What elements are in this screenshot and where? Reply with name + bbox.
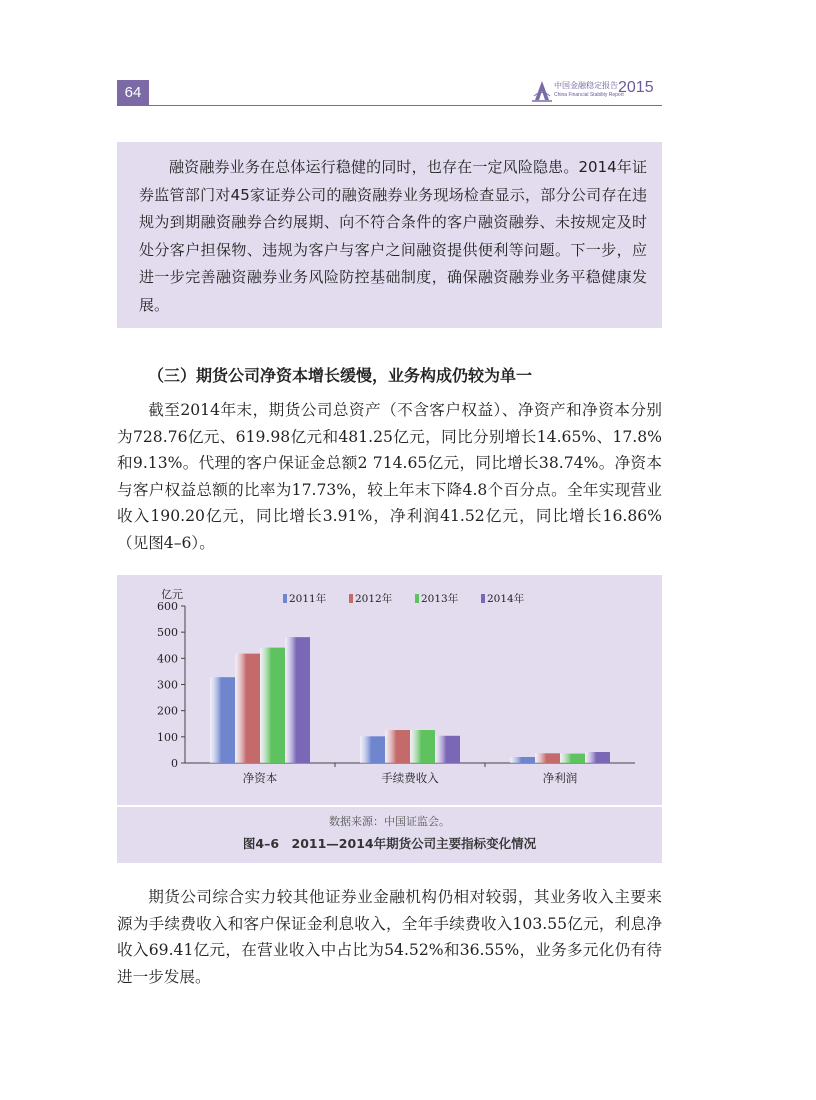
y-tick-label: 200 — [157, 704, 178, 718]
info-box — [117, 142, 662, 328]
bar-chart — [117, 575, 662, 805]
report-title: 中国金融稳定报告 — [554, 81, 618, 90]
y-tick-label: 500 — [157, 626, 178, 640]
y-tick-label: 0 — [171, 757, 178, 770]
bar — [560, 754, 585, 763]
x-category-label: 净利润 — [542, 771, 578, 785]
legend-label: 2014年 — [487, 593, 525, 605]
bar — [360, 736, 385, 763]
legend-label: 2013年 — [421, 593, 459, 605]
header-logo — [532, 78, 662, 104]
bar — [435, 736, 460, 763]
section-heading: （三）期货公司净资本增长缓慢，业务构成仍较为单一 — [148, 366, 533, 385]
report-logo-icon — [532, 80, 552, 102]
bar — [210, 677, 235, 763]
bar — [385, 730, 410, 763]
bar — [535, 753, 560, 763]
y-tick-label: 400 — [157, 652, 178, 666]
y-tick-label: 100 — [157, 730, 178, 744]
info-box-text: 融资融券业务在总体运行稳健的同时，也存在一定风险隐患。2014年证券监管部门对45家证券公司的融资融券业务现场检查显示，部分公司存在违规为到期融资融券合约展期、向不符合条件的客户融资融券、未按规定及时处分客户担保物、违规为客户与客户之间融资提供便利等问题。下一步，应进一步完善融资融券业务风险防控基础制度，确保融资融券业务平稳健康发展。 — [139, 158, 647, 314]
bar — [260, 648, 285, 763]
bar — [235, 654, 260, 763]
chart-box — [117, 575, 662, 805]
body-paragraph-1: 截至2014年末，期货公司总资产（不含客户权益）、净资产和净资本分别为728.76亿元、619.98亿元和481.25亿元，同比分别增长14.65%、17.8%和9.13%。代理的客户保证金总额2 714.65亿元，同比增长38.74%。净资本与客户权益总额的比率为17.73%，较上年末下降4.8个百分点。全年实现营业收入190.20亿元，同比增长3.91%，净利润41.52亿元，同比增长16.86%（见图4–6）。 — [117, 401, 662, 552]
bar — [510, 757, 535, 763]
x-category-label: 净资本 — [242, 771, 278, 785]
legend-swatch — [481, 594, 485, 603]
bar — [585, 752, 610, 763]
legend-label: 2011年 — [289, 593, 327, 605]
legend-swatch — [349, 594, 353, 603]
bar — [285, 637, 310, 763]
y-unit-label: 亿元 — [161, 588, 183, 601]
legend-label: 2012年 — [355, 593, 393, 605]
y-tick-label: 300 — [157, 678, 178, 692]
report-year: 2015 — [618, 79, 654, 96]
legend-swatch — [415, 594, 419, 603]
report-subtitle: China Financial Stability Report — [554, 92, 624, 98]
figure-caption: 图4–6 2011—2014年期货公司主要指标变化情况 — [242, 836, 537, 851]
y-tick-label: 600 — [157, 600, 178, 613]
x-category-label: 手续费收入 — [381, 771, 439, 785]
legend-swatch — [283, 594, 287, 603]
page-number: 64 — [117, 80, 149, 106]
figure-source: 数据来源：中国证监会。 — [329, 815, 450, 828]
body-paragraph-2: 期货公司综合实力较其他证券业金融机构仍相对较弱，其业务收入主要来源为手续费收入和客户保证金利息收入，全年手续费收入103.55亿元，利息净收入69.41亿元，在营业收入中占比为54.52%和36.55%，业务多元化仍有待进一步发展。 — [117, 888, 662, 986]
figure-source-box — [117, 807, 662, 863]
bar — [410, 730, 435, 763]
header-rule — [117, 105, 662, 106]
